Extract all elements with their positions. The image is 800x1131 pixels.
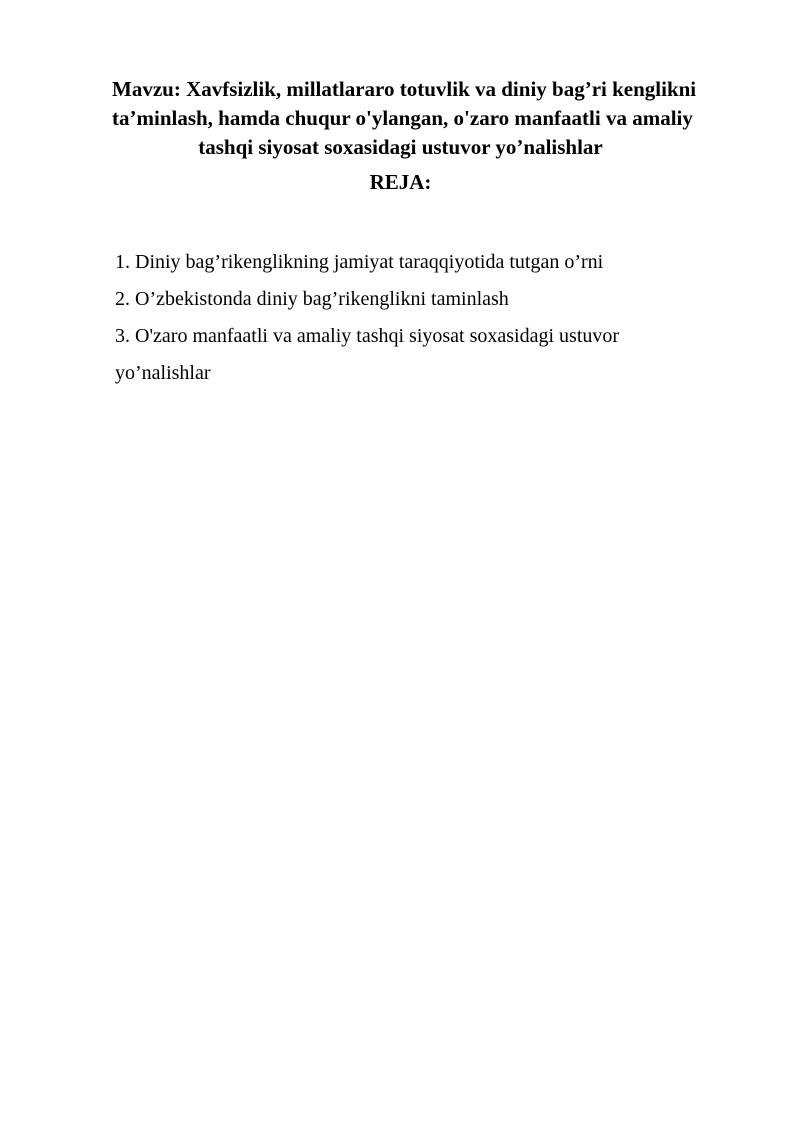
title-line: Mavzu: Xavfsizlik, millatlararo totuvlik va diniy bag’ri kenglikni — [112, 77, 697, 101]
plan-item-line: 3. O'zaro manfaatli va amaliy tashqi siyosat soxasidagi ustuvor — [115, 325, 620, 347]
title-line: tashqi siyosat soxasidagi ustuvor yo’nalishlar — [198, 135, 603, 159]
plan-item — [115, 244, 705, 281]
plan-item — [115, 281, 705, 318]
plan-item — [115, 318, 705, 392]
document-title — [112, 75, 697, 162]
plan-item-line: 1. Diniy bag’rikenglikning jamiyat taraqqiyotida tutgan o’rni — [115, 251, 604, 273]
plan-heading: REJA: — [369, 170, 432, 194]
title-line: ta’minlash, hamda chuqur o'ylangan, o'zaro manfaatli va amaliy — [112, 106, 693, 130]
plan-list — [115, 244, 705, 392]
plan-item-line: yo’nalishlar — [115, 362, 211, 384]
plan-item-line: 2. O’zbekistonda diniy bag’rikenglikni taminlash — [115, 288, 509, 310]
